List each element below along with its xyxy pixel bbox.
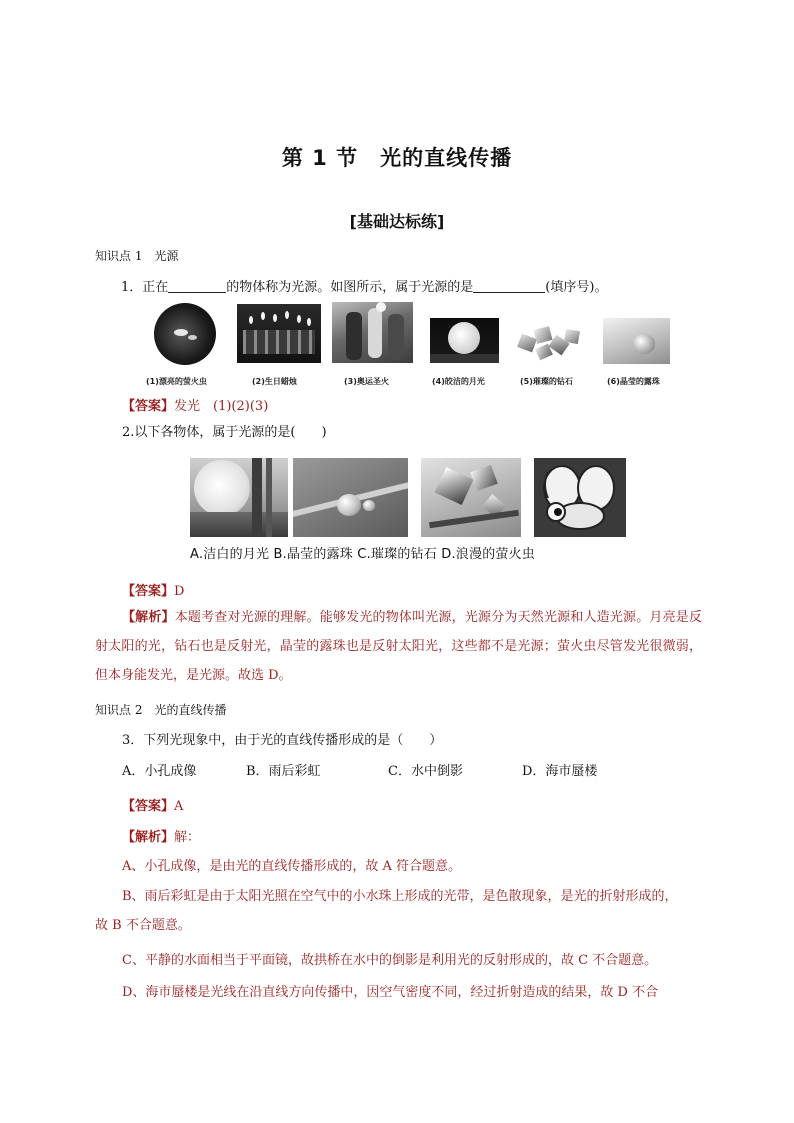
question-3-analysis-header (122, 826, 200, 845)
question-2-analysis (95, 603, 702, 690)
answer-text: D (174, 584, 185, 599)
option-a: A．小孔成像 (122, 764, 197, 779)
page-title: 第 1 节 光的直线传播 (281, 146, 513, 170)
caption-moon: (4)皎洁的月光 (432, 377, 485, 386)
analysis-tag: 【解析】 (122, 830, 175, 845)
answer-text: A (174, 799, 184, 814)
analysis-line-b-cont: 故 B 不合题意。 (95, 918, 191, 933)
option-d: D．海市蜃楼 (522, 764, 598, 779)
answer-tag: 【答案】 (122, 399, 175, 414)
question-1-answer (122, 395, 268, 414)
analysis-tag: 【解析】 (122, 610, 175, 625)
option-c: C．水中倒影 (388, 764, 463, 779)
question-1-suffix: (填序号)。 (545, 280, 608, 295)
question-1 (121, 278, 607, 297)
diamond-photo (421, 458, 521, 537)
question-3: 3．下列光现象中，由于光的直线传播形成的是（ ） (122, 733, 443, 748)
moon-photo (430, 318, 499, 363)
section-subtitle: [基础达标练] (349, 212, 445, 231)
question-2-answer (122, 580, 184, 599)
question-1-blank-2 (473, 278, 545, 293)
answer-tag: 【答案】 (122, 584, 175, 599)
question-3-options (122, 763, 597, 781)
firefly-cartoon-photo (534, 458, 626, 537)
dewdrop-photo (603, 318, 670, 364)
analysis-line-d: D、海市蜃楼是光线在沿直线方向传播中，因空气密度不同，经过折射造成的结果，故 D 不合 (122, 985, 659, 1000)
analysis-line-b: B、雨后彩虹是由于太阳光照在空气中的小水珠上形成的光带，是色散现象，是光的折射形成的， (122, 889, 678, 904)
analysis-line-c: C、平静的水面相当于平面镜，故拱桥在水中的倒影是利用光的反射形成的，故 C 不合题意。 (122, 953, 658, 968)
caption-dewdrop: (6)晶莹的露珠 (607, 377, 660, 386)
analysis-text: 解： (174, 830, 201, 845)
analysis-text: 本题考查对光源的理解。能够发光的物体叫光源，光源分为天然光源和人造光源。月亮是反射太阳的光，钻石也是反射光，晶莹的露珠也是反射太阳光，这些都不是光源；萤火虫尽管发光很微弱，但本身能发光，是光源。故选 D。 (95, 610, 702, 683)
firefly-photo (154, 303, 216, 365)
caption-firefly: (1)漂亮的萤火虫 (146, 377, 207, 386)
caption-diamonds: (5)璀璨的钻石 (520, 377, 573, 386)
knowledge-point-2: 知识点 2 光的直线传播 (95, 703, 227, 717)
question-3-answer (122, 795, 183, 814)
answer-tag: 【答案】 (122, 799, 175, 814)
caption-candles: (2)生日蜡烛 (252, 377, 297, 386)
question-1-middle: 的物体称为光源。如图所示，属于光源的是 (226, 280, 474, 295)
diamonds-photo (515, 324, 584, 362)
question-1-prefix: 1．正在 (121, 280, 169, 295)
option-b: B．雨后彩虹 (246, 764, 321, 779)
candles-photo (237, 304, 321, 363)
caption-olympic-torch: (3)奥运圣火 (344, 377, 389, 386)
answer-text: 发光 (1)(2)(3) (174, 399, 269, 414)
olympic-torch-photo (332, 302, 413, 363)
question-1-blank-1 (168, 278, 226, 293)
knowledge-point-1: 知识点 1 光源 (95, 249, 179, 263)
moonlight-photo (190, 458, 288, 537)
analysis-line-a: A、小孔成像，是由光的直线传播形成的，故 A 符合题意。 (122, 859, 462, 874)
firefly-cartoon-illustration (534, 458, 626, 537)
question-2: 2.以下各物体，属于光源的是( ) (122, 425, 327, 440)
question-2-options: A.洁白的月光 B.晶莹的露珠 C.璀璨的钻石 D.浪漫的萤火虫 (190, 547, 535, 562)
dew-photo (293, 458, 408, 537)
